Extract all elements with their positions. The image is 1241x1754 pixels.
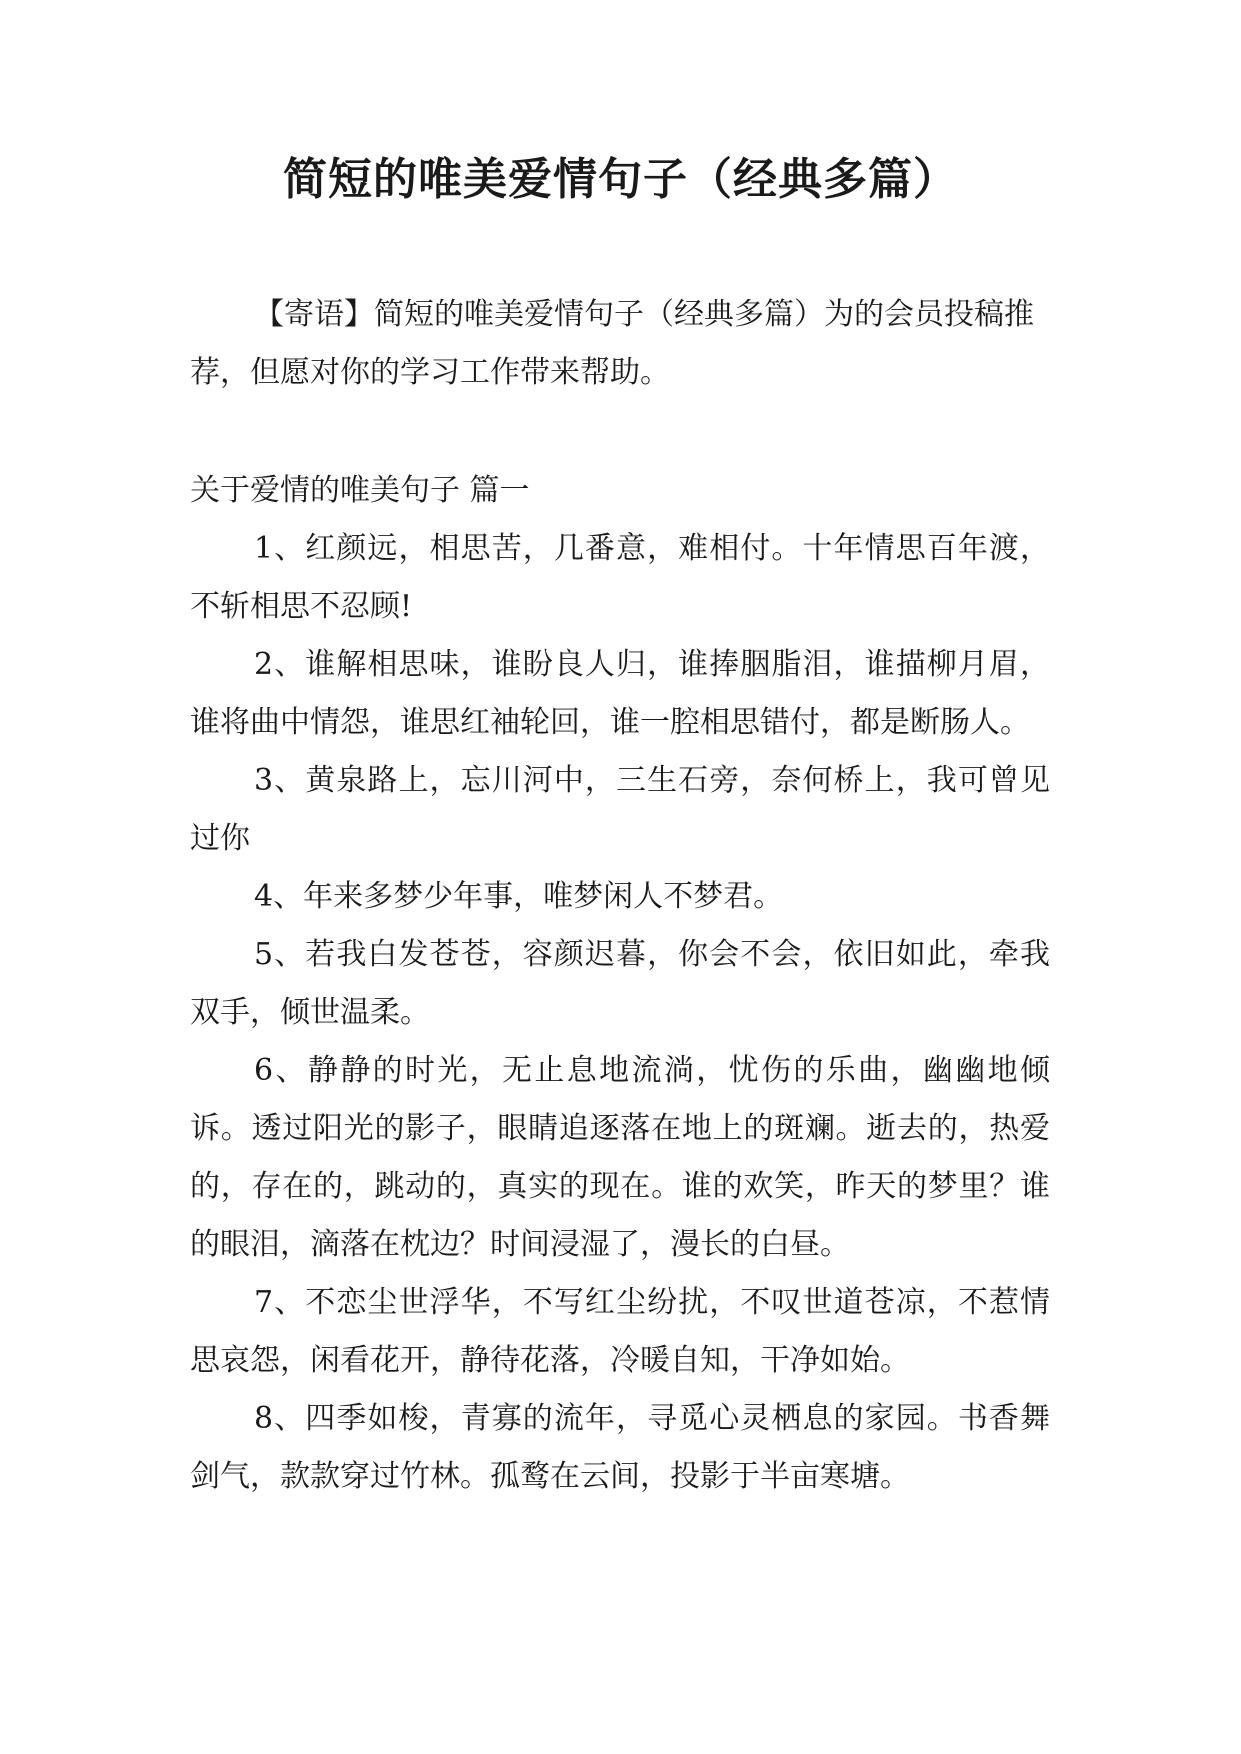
document-title: 简短的唯美爱情句子（经典多篇） (283, 154, 958, 205)
list-item: 6、静静的时光，无止息地流淌，忧伤的乐曲，幽幽地倾诉。透过阳光的影子，眼睛追逐落在地上的斑斓。逝去的，热爱的，存在的，跳动的，真实的现在。谁的欢笑，昨天的梦里？谁的眼泪，滴落在枕边？时间浸湿了，漫长的白昼。 (190, 1053, 1050, 1262)
section-heading: 关于爱情的唯美句子 篇一 (190, 473, 530, 508)
list-item: 3、黄泉路上，忘川河中，三生石旁，奈何桥上，我可曾见过你 (190, 763, 1050, 856)
list-item: 8、四季如梭，青寡的流年，寻觅心灵栖息的家园。书香舞剑气，款款穿过竹林。孤鹜在云间，投影于半亩寒塘。 (190, 1401, 1050, 1494)
list-item: 4、年来多梦少年事，唯梦闲人不梦君。 (254, 879, 784, 914)
list-item: 7、不恋尘世浮华，不写红尘纷扰，不叹世道苍凉，不惹情思哀怨，闲看花开，静待花落，冷暖自知，干净如始。 (190, 1285, 1050, 1378)
list-item: 1、红颜远，相思苦，几番意，难相付。十年情思百年渡，不斩相思不忍顾! (190, 531, 1050, 624)
sentence-list (190, 520, 1050, 1506)
intro-paragraph: 【寄语】简短的唯美爱情句子（经典多篇）为的会员投稿推荐，但愿对你的学习工作带来帮助。 (190, 297, 1034, 390)
list-item: 5、若我白发苍苍，容颜迟暮，你会不会，依旧如此，牵我双手，倾世温柔。 (190, 937, 1050, 1030)
list-item: 2、谁解相思味，谁盼良人归，谁捧胭脂泪，谁描柳月眉，谁将曲中情怨，谁思红袖轮回，谁一腔相思错付，都是断肠人。 (190, 647, 1050, 740)
